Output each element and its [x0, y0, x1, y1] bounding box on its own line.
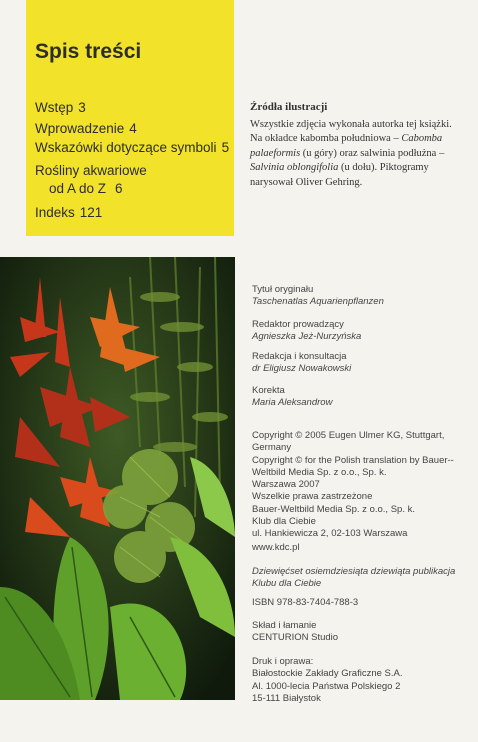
toc-item: Wprowadzenie 4 — [35, 121, 137, 136]
toc-item: Wstęp 3 — [35, 100, 86, 115]
printing-block: Druk i oprawa: Białostockie Zakłady Graficzne S.A. Al. 1000-lecia Państwa Polskiego 2 15-111 Białystok — [252, 656, 403, 704]
copyright-block: Copyright © 2005 Eugen Ulmer KG, Stuttgart, Germany Copyright © for the Polish translation by Bauer--Weltbild Media Sp. z o.o., Sp. k. Warszawa 2007 Wszelkie prawa zastrzeżone Bauer-Weltbild Media Sp. z o.o., Sp. k. Klub dla Ciebie ul. Hankiewicza 2, 02-103 Warszawa — [252, 430, 454, 540]
original-title-block: Tytuł oryginału Taschenatlas Aquarienpflanzen — [252, 284, 384, 308]
image-sources — [250, 100, 462, 191]
typesetting-block: Skład i łamanie CENTURION Studio — [252, 620, 339, 644]
toc-title: Spis treści — [35, 40, 142, 63]
toc-item: Indeks 121 — [35, 205, 103, 220]
proofreading-block: Korekta Maria Aleksandrow — [252, 385, 333, 409]
sources-heading: Źródła ilustracji — [250, 101, 328, 113]
table-of-contents — [26, 0, 234, 236]
consultation-block: Redakcja i konsultacja dr Eligiusz Nowakowski — [252, 351, 352, 375]
aquarium-plants-photo — [0, 257, 235, 700]
series-note: Dziewięćset osiemdziesiąta dziewiąta publikacja Klubu dla Ciebie — [252, 566, 456, 590]
toc-item: Rośliny akwariowe — [35, 163, 147, 178]
website: www.kdc.pl — [252, 542, 300, 553]
isbn: ISBN 978-83-7404-788-3 — [252, 597, 359, 608]
editor-block: Redaktor prowadzący Agnieszka Jeż-Nurzyńska — [252, 319, 362, 343]
toc-item: od A do Z 6 — [49, 181, 123, 196]
sources-text: Wszystkie zdjęcia wykonała autorka tej książki. Na okładce kabomba południowa – Cabomba palaeformis (u góry) oraz salwinia podłużna – Salvinia oblongifolia (u dołu). Piktogramy narysował Oliver Gehring. — [250, 118, 452, 188]
plants-illustration — [0, 257, 235, 700]
toc-item: Wskazówki dotyczące symboli 5 — [35, 140, 230, 155]
